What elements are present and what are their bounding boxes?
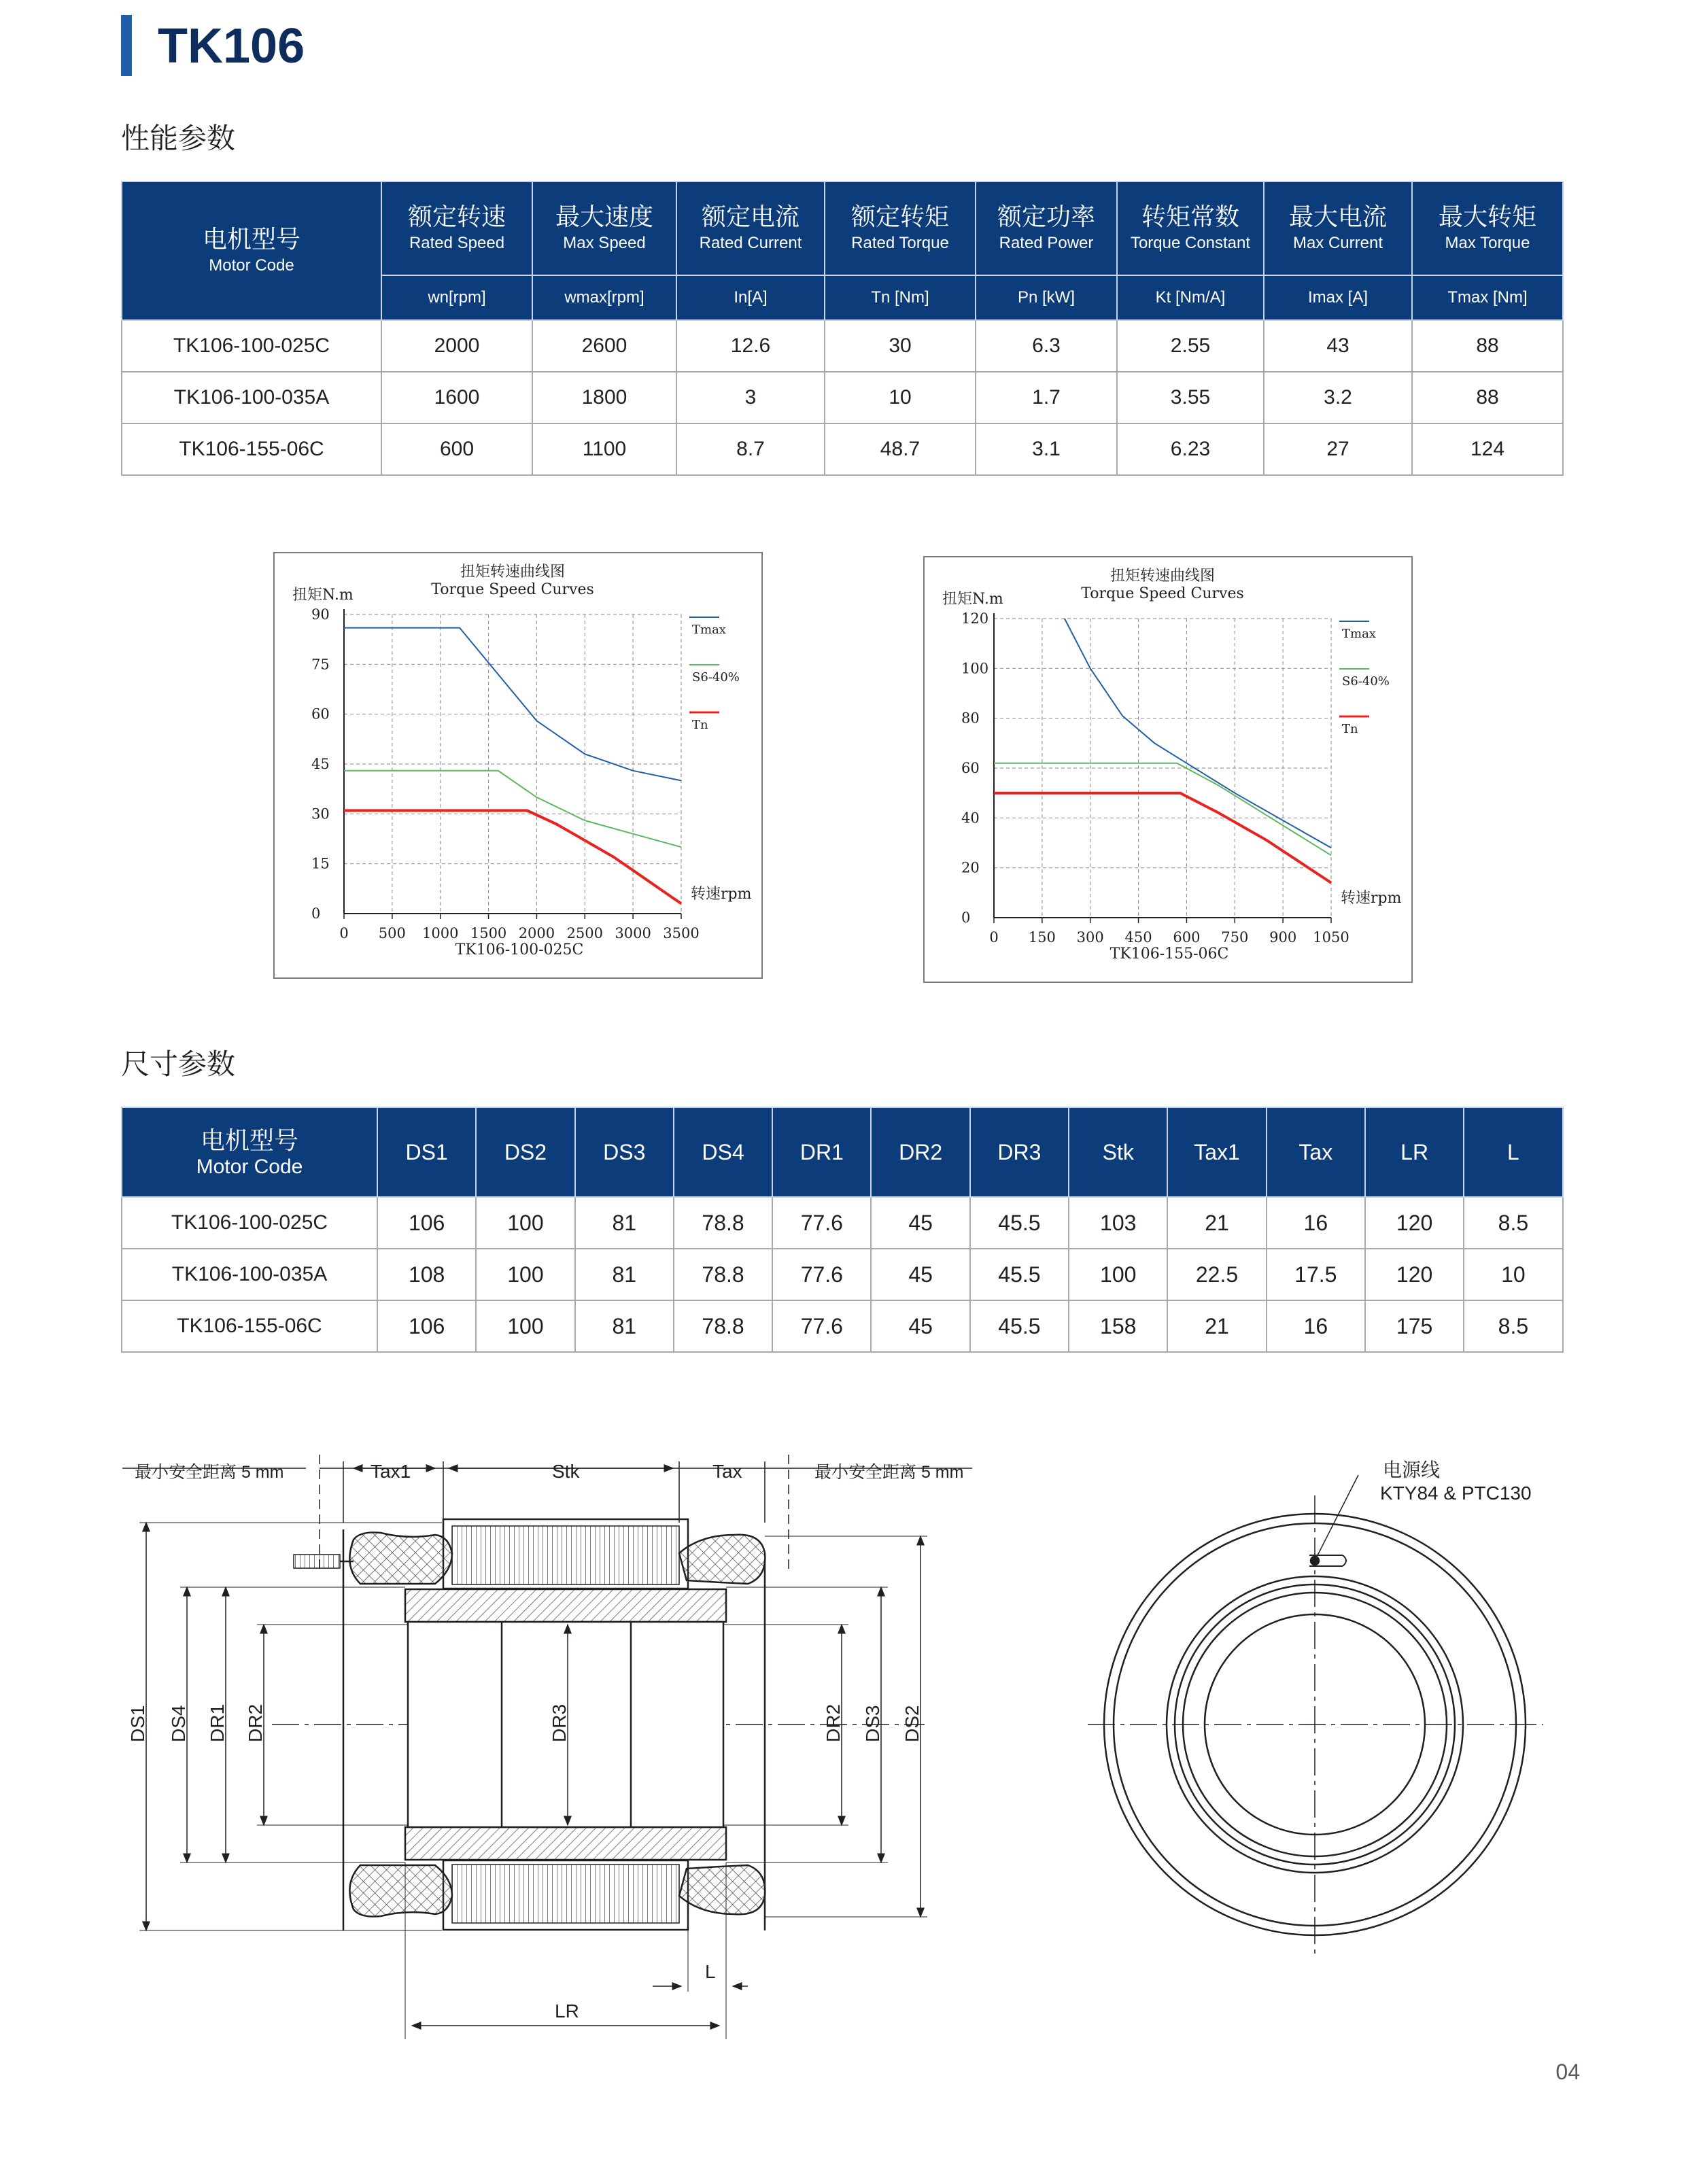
- y-tick-label: 120: [961, 610, 989, 627]
- chart-subtitle: Torque Speed Curves: [431, 581, 594, 598]
- table-cell: 100: [476, 1249, 574, 1300]
- table-cell: 45.5: [970, 1249, 1069, 1300]
- table-cell: 106: [377, 1197, 476, 1249]
- table-cell: 2000: [381, 320, 532, 372]
- table-cell: 78.8: [674, 1300, 772, 1352]
- table-row: [122, 320, 1563, 372]
- table-cell: 43: [1264, 320, 1412, 372]
- table-cell: 10: [825, 372, 976, 423]
- motor-dimension-drawing: [0, 1414, 1686, 2066]
- table-cell: 1800: [532, 372, 676, 423]
- chart-subtitle: Torque Speed Curves: [1081, 585, 1244, 602]
- perf-header-en: Rated Current: [699, 234, 802, 252]
- stk-label: Stk: [552, 1461, 580, 1482]
- tax-label: Tax: [712, 1461, 742, 1482]
- table-cell: 8.5: [1464, 1300, 1562, 1352]
- x-tick-label: 600: [1173, 929, 1201, 946]
- motor-code-cell: TK106-155-06C: [122, 423, 381, 475]
- perf-header-cn: 最大电流: [1288, 203, 1387, 231]
- table-row: [122, 372, 1563, 423]
- table-cell: 2600: [532, 320, 676, 372]
- x-tick-label: 450: [1124, 929, 1152, 946]
- table-cell: 100: [476, 1197, 574, 1249]
- table-cell: 77.6: [772, 1249, 871, 1300]
- perf-unit-col-3: In[A]: [676, 275, 825, 320]
- x-tick-label: 150: [1028, 929, 1056, 946]
- table-cell: 158: [1069, 1300, 1167, 1352]
- table-cell: 45: [871, 1249, 969, 1300]
- y-tick-label: 100: [961, 660, 989, 677]
- chart-title: 扭矩转速曲线图: [460, 564, 566, 580]
- dr2-left-label: DR2: [245, 1703, 266, 1742]
- table-cell: 78.8: [674, 1249, 772, 1300]
- x-tick-label: 500: [378, 925, 406, 941]
- table-cell: 45.5: [970, 1197, 1069, 1249]
- perf-header-col-8: [1412, 181, 1563, 275]
- dimension-table: [121, 1107, 1564, 1353]
- table-cell: 45: [871, 1300, 969, 1352]
- x-tick-label: 1050: [1313, 929, 1349, 946]
- x-tick-label: 750: [1221, 929, 1249, 946]
- table-cell: 48.7: [825, 423, 976, 475]
- table-row: [122, 1300, 1563, 1352]
- perf-unit-col-5: Pn [kW]: [976, 275, 1117, 320]
- ds3-label: DS3: [862, 1705, 883, 1742]
- chart-caption: TK106-100-025C: [455, 941, 584, 958]
- perf-header-en: Max Current: [1292, 234, 1383, 252]
- table-cell: 8.5: [1464, 1197, 1562, 1249]
- performance-section-title: 性能参数: [121, 122, 236, 155]
- perf-unit-col-7: Imax [A]: [1264, 275, 1412, 320]
- sensor-label: KTY84 & PTC130: [1380, 1483, 1532, 1504]
- dim-header-tax1: Tax1: [1167, 1107, 1266, 1197]
- perf-header-en: Max Speed: [563, 234, 646, 252]
- x-axis-label: 转速rpm: [1341, 890, 1402, 907]
- legend-label: Tn: [692, 718, 708, 732]
- y-tick-label: 80: [961, 710, 980, 727]
- table-cell: 81: [575, 1300, 674, 1352]
- perf-unit-col-8: Tmax [Nm]: [1412, 275, 1563, 320]
- dim-header-en: Motor Code: [196, 1156, 303, 1178]
- table-cell: 120: [1365, 1197, 1464, 1249]
- table-cell: 77.6: [772, 1197, 871, 1249]
- perf-header-col-2: [532, 181, 676, 275]
- perf-unit-col-1: wn[rpm]: [381, 275, 532, 320]
- dim-header-dr1: DR1: [772, 1107, 871, 1197]
- y-axis-label: 扭矩N.m: [292, 587, 354, 604]
- legend-label: Tmax: [1342, 627, 1376, 641]
- table-cell: 100: [476, 1300, 574, 1352]
- dim-header-dr2: DR2: [871, 1107, 969, 1197]
- table-cell: 1.7: [976, 372, 1117, 423]
- x-tick-label: 300: [1076, 929, 1104, 946]
- series-line-tn: [344, 810, 681, 903]
- table-cell: 100: [1069, 1249, 1167, 1300]
- table-cell: 175: [1365, 1300, 1464, 1352]
- table-cell: 124: [1412, 423, 1563, 475]
- perf-unit-col-6: Kt [Nm/A]: [1117, 275, 1264, 320]
- table-cell: 3.2: [1264, 372, 1412, 423]
- power-cable-label: 电源线: [1383, 1459, 1441, 1480]
- perf-header-col-5: [976, 181, 1117, 275]
- x-tick-label: 2500: [566, 925, 604, 941]
- dr1-label: DR1: [207, 1703, 228, 1742]
- table-cell: 88: [1412, 320, 1563, 372]
- table-cell: 108: [377, 1249, 476, 1300]
- dimension-section-title: 尺寸参数: [121, 1047, 236, 1081]
- table-cell: 16: [1267, 1197, 1365, 1249]
- y-tick-label: 60: [311, 706, 330, 723]
- perf-header-en: Rated Torque: [851, 234, 949, 252]
- motor-code-cell: TK106-100-035A: [122, 1249, 377, 1300]
- ds1-label: DS1: [127, 1705, 148, 1742]
- perf-header-en: Rated Speed: [409, 234, 505, 252]
- table-row: [122, 423, 1563, 475]
- table-cell: 45: [871, 1197, 969, 1249]
- dim-header-motor-code: [122, 1107, 377, 1197]
- y-tick-label: 30: [311, 805, 330, 822]
- table-cell: 45.5: [970, 1300, 1069, 1352]
- chart-title: 扭矩转速曲线图: [1109, 568, 1216, 585]
- table-cell: 8.7: [676, 423, 825, 475]
- y-tick-label: 60: [961, 760, 980, 776]
- perf-header-cn: 转矩常数: [1141, 203, 1239, 231]
- y-tick-label: 45: [311, 756, 330, 772]
- table-cell: 106: [377, 1300, 476, 1352]
- table-cell: 1100: [532, 423, 676, 475]
- perf-header-en: Torque Constant: [1130, 234, 1251, 252]
- x-tick-label: 3500: [663, 925, 700, 941]
- perf-header-cn: 最大速度: [555, 203, 653, 231]
- dr3-label: DR3: [549, 1703, 570, 1742]
- performance-table: [121, 181, 1564, 476]
- dim-header-ds3: DS3: [575, 1107, 674, 1197]
- table-cell: 2.55: [1117, 320, 1264, 372]
- series-line-tn: [994, 793, 1331, 883]
- x-tick-label: 1000: [422, 925, 459, 941]
- table-cell: 3: [676, 372, 825, 423]
- x-tick-label: 2000: [518, 925, 555, 941]
- perf-header-cn: 最大转矩: [1438, 203, 1536, 231]
- motor-code-cell: TK106-100-025C: [122, 320, 381, 372]
- page-title: TK106: [158, 19, 305, 73]
- table-cell: 6.3: [976, 320, 1117, 372]
- dim-header-ds4: DS4: [674, 1107, 772, 1197]
- table-cell: 27: [1264, 423, 1412, 475]
- y-axis-label: 扭矩N.m: [942, 591, 1003, 608]
- dim-header-stk: Stk: [1069, 1107, 1167, 1197]
- dim-header-cn: 电机型号: [200, 1127, 298, 1155]
- ds2-label: DS2: [901, 1705, 923, 1742]
- chart-caption: TK106-155-06C: [1109, 946, 1229, 963]
- ds4-label: DS4: [168, 1705, 189, 1742]
- legend-label: Tmax: [692, 623, 726, 637]
- x-axis-label: 转速rpm: [691, 886, 752, 903]
- motor-code-cell: TK106-100-025C: [122, 1197, 377, 1249]
- dim-header-dr3: DR3: [970, 1107, 1069, 1197]
- table-row: [122, 1249, 1563, 1300]
- y-tick-label: 40: [961, 810, 980, 827]
- table-cell: 16: [1267, 1300, 1365, 1352]
- x-tick-label: 0: [339, 925, 349, 941]
- table-cell: 103: [1069, 1197, 1167, 1249]
- x-tick-label: 3000: [615, 925, 651, 941]
- table-cell: 17.5: [1267, 1249, 1365, 1300]
- table-cell: 81: [575, 1249, 674, 1300]
- table-cell: 30: [825, 320, 976, 372]
- torque-speed-chart-1-svg: [275, 553, 761, 977]
- table-cell: 81: [575, 1197, 674, 1249]
- torque-speed-chart-2: [923, 556, 1413, 983]
- motor-code-cell: TK106-100-035A: [122, 372, 381, 423]
- series-line-s6-40-: [994, 763, 1331, 856]
- table-cell: 78.8: [674, 1197, 772, 1249]
- perf-header-cn: 额定转矩: [850, 203, 949, 231]
- legend-label: Tn: [1342, 722, 1358, 736]
- perf-unit-col-2: wmax[rpm]: [532, 275, 676, 320]
- table-cell: 3.55: [1117, 372, 1264, 423]
- series-line-tmax: [1065, 619, 1331, 848]
- y-tick-label: 75: [311, 656, 330, 673]
- perf-header-en: Motor Code: [209, 256, 294, 275]
- y-tick-label: 20: [961, 859, 980, 876]
- perf-header-motor-code: [122, 181, 381, 320]
- table-cell: 120: [1365, 1249, 1464, 1300]
- dr2-right-label: DR2: [823, 1703, 844, 1742]
- table-cell: 12.6: [676, 320, 825, 372]
- series-line-tmax: [344, 628, 681, 781]
- l-label: L: [705, 1961, 716, 1982]
- dim-header-ds2: DS2: [476, 1107, 574, 1197]
- x-tick-label: 900: [1269, 929, 1297, 946]
- perf-header-cn: 电机型号: [202, 226, 300, 254]
- table-cell: 600: [381, 423, 532, 475]
- perf-header-cn: 额定电流: [701, 203, 799, 231]
- perf-header-cn: 额定功率: [997, 203, 1095, 231]
- table-row: [122, 1197, 1563, 1249]
- table-cell: 22.5: [1167, 1249, 1266, 1300]
- table-cell: 3.1: [976, 423, 1117, 475]
- dim-header-lr: LR: [1365, 1107, 1464, 1197]
- y-tick-label: 15: [311, 855, 330, 872]
- x-tick-label: 0: [989, 929, 999, 946]
- dim-header-tax: Tax: [1267, 1107, 1365, 1197]
- table-cell: 88: [1412, 372, 1563, 423]
- torque-speed-chart-2-svg: [925, 557, 1411, 982]
- series-line-s6-40-: [344, 771, 681, 847]
- perf-header-col-4: [825, 181, 976, 275]
- page-number: 04: [1555, 2060, 1580, 2084]
- min-safe-distance-left-label: 最小安全距离 5 mm: [135, 1463, 284, 1482]
- torque-speed-chart-1: [273, 552, 763, 979]
- perf-header-col-6: [1117, 181, 1264, 275]
- perf-header-col-7: [1264, 181, 1412, 275]
- perf-header-col-3: [676, 181, 825, 275]
- table-cell: 21: [1167, 1197, 1266, 1249]
- table-cell: 21: [1167, 1300, 1266, 1352]
- tax1-label: Tax1: [371, 1461, 411, 1482]
- dim-header-ds1: DS1: [377, 1107, 476, 1197]
- dim-header-l: L: [1464, 1107, 1562, 1197]
- y-tick-label: 0: [311, 905, 321, 922]
- x-tick-label: 1500: [470, 925, 507, 941]
- legend-label: S6-40%: [692, 670, 740, 684]
- perf-unit-col-4: Tn [Nm]: [825, 275, 976, 320]
- legend-label: S6-40%: [1342, 674, 1390, 689]
- perf-header-cn: 额定转速: [407, 203, 506, 231]
- table-cell: 6.23: [1117, 423, 1264, 475]
- title-accent-bar: [121, 15, 132, 76]
- table-cell: 10: [1464, 1249, 1562, 1300]
- y-tick-label: 0: [961, 909, 971, 926]
- min-safe-distance-right-label: 最小安全距离 5 mm: [814, 1463, 964, 1482]
- motor-end-view: [1088, 1475, 1543, 1954]
- y-tick-label: 90: [311, 606, 330, 623]
- table-cell: 77.6: [772, 1300, 871, 1352]
- perf-header-en: Rated Power: [999, 234, 1094, 252]
- perf-header-en: Max Torque: [1445, 234, 1530, 252]
- lr-label: LR: [555, 2000, 579, 2022]
- motor-code-cell: TK106-155-06C: [122, 1300, 377, 1352]
- table-cell: 1600: [381, 372, 532, 423]
- perf-header-col-1: [381, 181, 532, 275]
